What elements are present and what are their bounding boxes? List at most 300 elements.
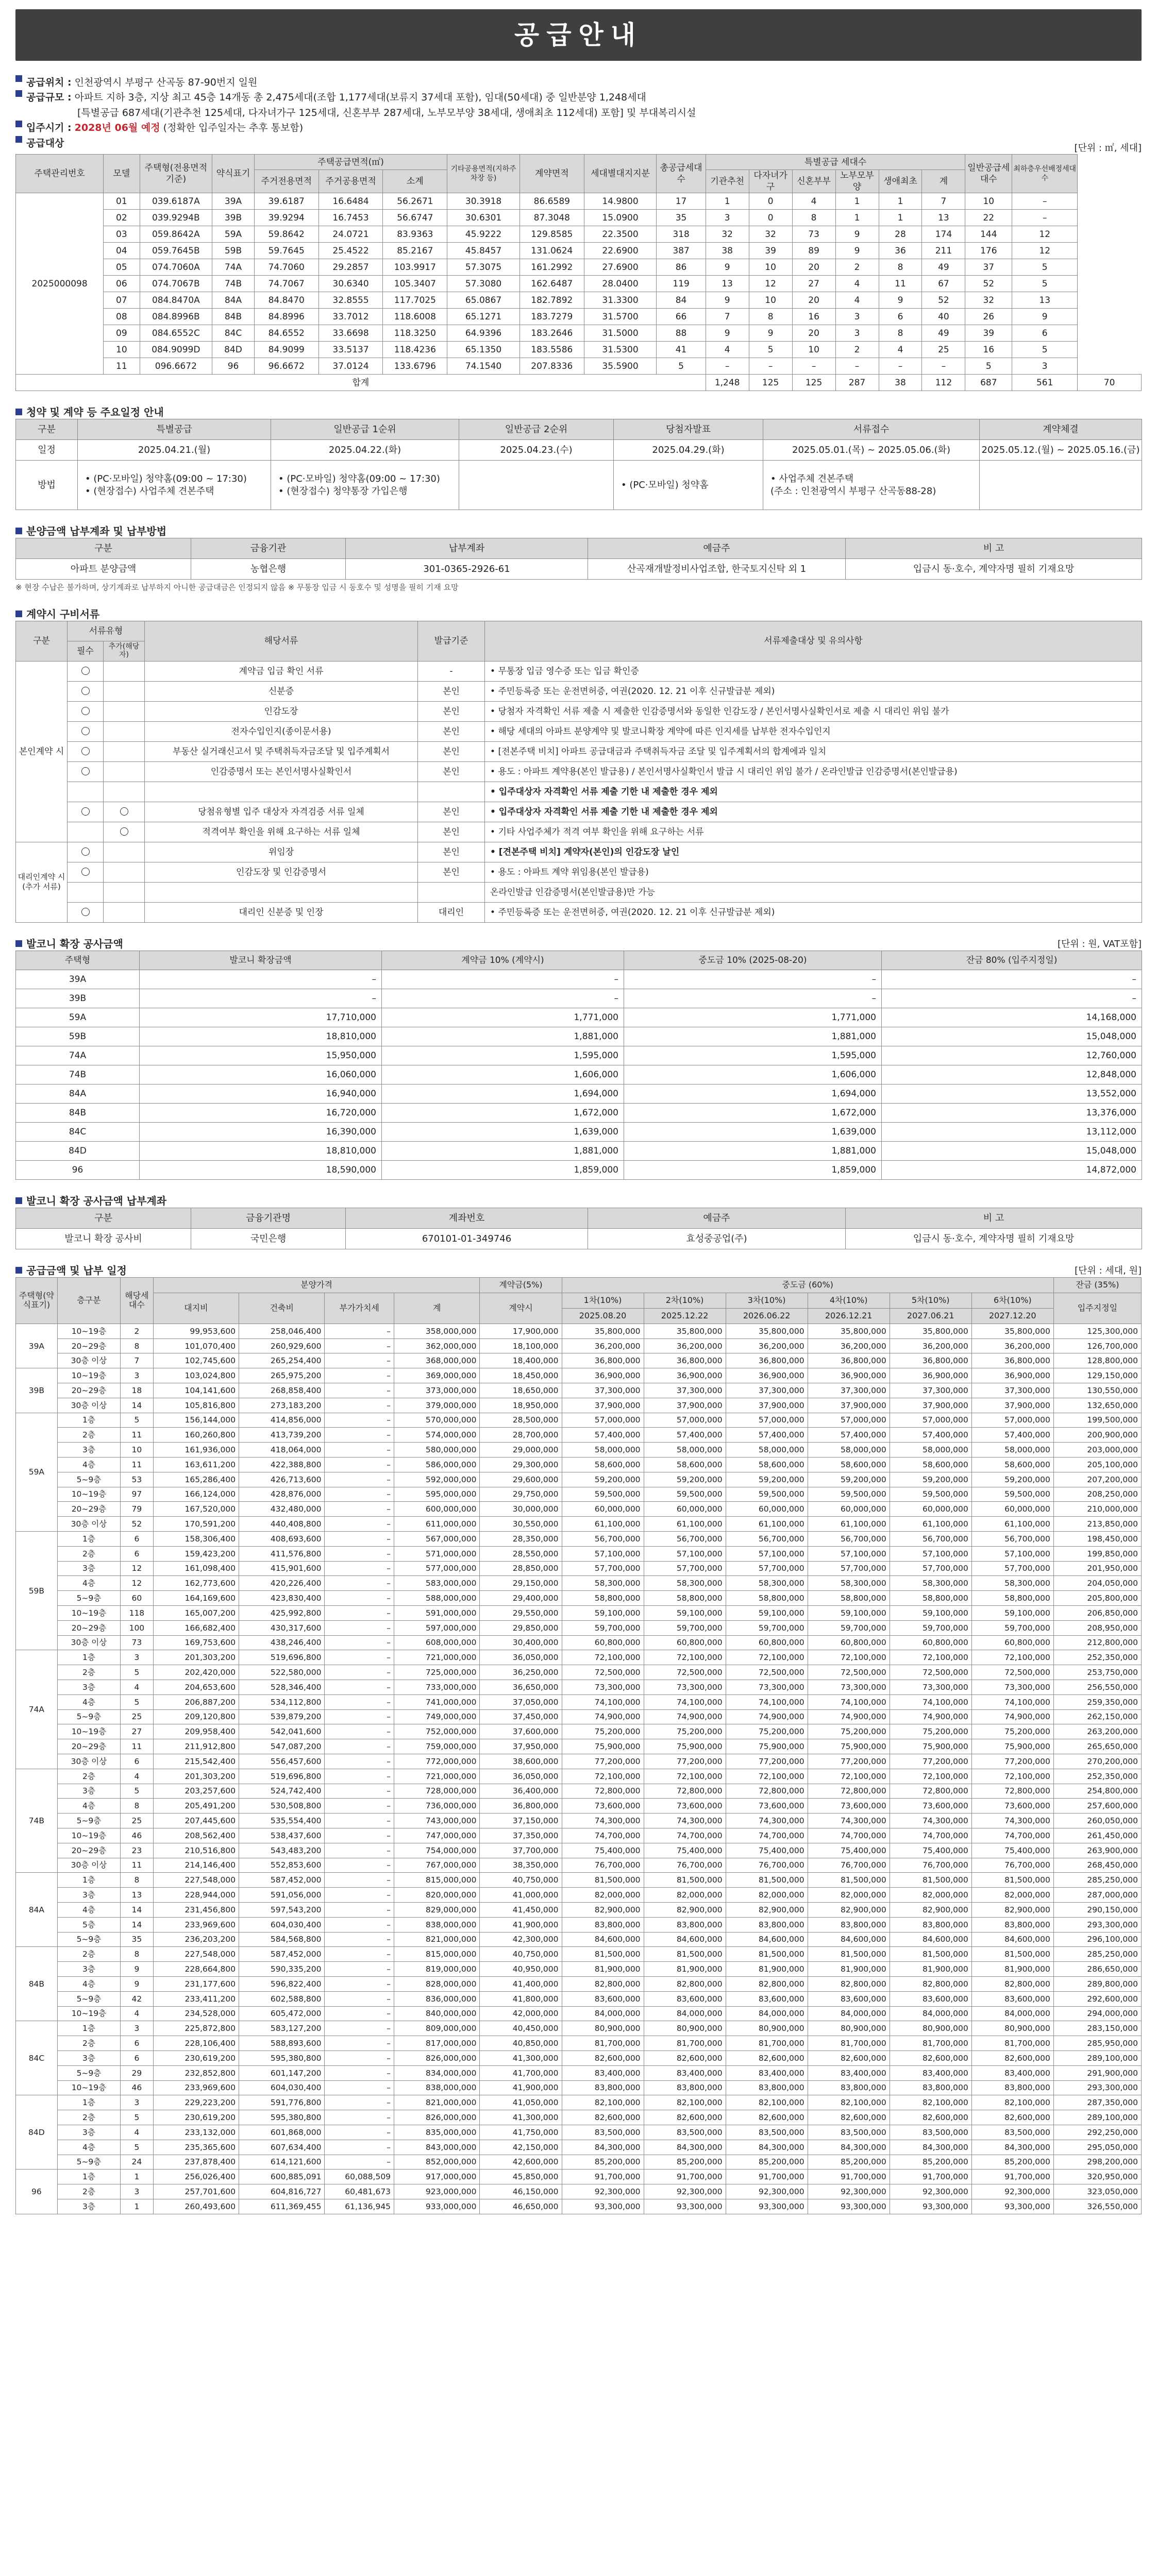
price-cell: 420,226,400	[239, 1576, 325, 1591]
supply-row	[16, 309, 1142, 325]
price-cell: 93,300,000	[562, 2199, 644, 2214]
price-cell: –	[325, 2021, 394, 2036]
price-cell: 165,007,200	[153, 1606, 239, 1621]
price-cell: 772,000,000	[394, 1754, 480, 1769]
price-cell: 821,000,000	[394, 1932, 480, 1947]
price-cell: 287,350,000	[1053, 2095, 1141, 2110]
supply-cell: 11	[104, 358, 140, 375]
price-cell: 2층	[57, 1947, 120, 1962]
price-cell: –	[325, 1709, 394, 1724]
supply-cell: 7	[706, 309, 749, 325]
price-cell: 83,500,000	[644, 2125, 726, 2140]
supply-cell: 57.3080	[447, 276, 520, 292]
price-row	[16, 1976, 1142, 1991]
extra-cell	[104, 661, 145, 681]
price-cell: 81,700,000	[971, 2036, 1053, 2051]
price-cell: 10~19층	[57, 1324, 120, 1338]
circle-mark-icon	[81, 908, 90, 916]
supply-cell: 09	[104, 325, 140, 342]
price-cell: 76,700,000	[726, 1858, 808, 1873]
supply-cell: 15.0900	[584, 210, 657, 226]
supply-cell: 16.7453	[318, 210, 383, 226]
balcony-unit: [단위 : 원, VAT포함]	[1057, 939, 1142, 950]
price-cell: 425,992,800	[239, 1606, 325, 1621]
supply-cell: 16.6484	[318, 193, 383, 210]
circle-mark-icon	[81, 667, 90, 675]
price-h-mid-stage: 1차(10%)	[562, 1293, 644, 1308]
price-cell: 30층 이상	[57, 1754, 120, 1769]
square-bullet-icon	[15, 528, 22, 534]
price-cell: 58,000,000	[971, 1443, 1053, 1458]
price-cell: 60,800,000	[971, 1635, 1053, 1650]
price-cell: 59,500,000	[644, 1487, 726, 1502]
supply-cell: 118.4236	[383, 342, 447, 358]
price-cell: 72,100,000	[808, 1769, 890, 1784]
supply-cell: 183.2646	[519, 325, 584, 342]
sch-method-label: 방법	[16, 461, 78, 510]
price-row	[16, 1561, 1142, 1576]
price-row	[16, 1398, 1142, 1413]
price-cell: 58,300,000	[562, 1576, 644, 1591]
price-cell: 369,000,000	[394, 1368, 480, 1383]
must-cell	[68, 741, 104, 761]
price-cell: 747,000,000	[394, 1828, 480, 1843]
price-cell: 5	[121, 1694, 154, 1709]
price-cell: 258,046,400	[239, 1324, 325, 1338]
doc-note: • 용도 : 아파트 계약 위임용(본인 발급용)	[485, 862, 1142, 882]
balcony-cell: –	[624, 989, 882, 1008]
price-h-price: 분양가격	[153, 1277, 480, 1293]
sch-method-contract	[980, 461, 1142, 510]
price-h-land: 대지비	[153, 1293, 239, 1324]
price-cell: 30,000,000	[480, 1502, 562, 1517]
price-cell: 83,600,000	[726, 1991, 808, 2006]
must-cell	[68, 862, 104, 882]
supply-cell: 39A	[212, 193, 255, 210]
price-cell: 595,380,800	[239, 2110, 325, 2125]
price-cell: –	[325, 1413, 394, 1428]
price-cell: 58,800,000	[890, 1591, 971, 1606]
supply-cell: 16	[792, 309, 835, 325]
price-cell: 41,400,000	[480, 1976, 562, 1991]
price-cell: 83,400,000	[890, 2065, 971, 2080]
col-inst: 기관추천	[706, 170, 749, 193]
price-cell: 5~9층	[57, 1932, 120, 1947]
col-area: 주택공급면적(㎡)	[254, 155, 447, 170]
price-cell: 287,000,000	[1053, 1888, 1141, 1903]
price-cell: 83,400,000	[644, 2065, 726, 2080]
balcony-cell: 17,710,000	[140, 1008, 382, 1027]
supply-cell: 88	[657, 325, 706, 342]
price-cell: 58,600,000	[971, 1458, 1053, 1472]
price-row	[16, 1947, 1142, 1962]
price-cell: 1층	[57, 1532, 120, 1547]
price-cell: 596,822,400	[239, 1976, 325, 1991]
price-row	[16, 2140, 1142, 2155]
price-row	[16, 1458, 1142, 1472]
price-cell: 57,400,000	[808, 1428, 890, 1443]
price-row	[16, 1814, 1142, 1828]
supply-cell: 28	[879, 226, 922, 243]
supply-cell: 074.7060A	[140, 259, 212, 276]
price-cell: 158,306,400	[153, 1532, 239, 1547]
price-cell: 205,800,000	[1053, 1591, 1141, 1606]
price-cell: 80,900,000	[971, 2021, 1053, 2036]
price-cell: 82,600,000	[562, 2110, 644, 2125]
price-cell: 60,000,000	[562, 1502, 644, 1517]
price-cell: 524,742,400	[239, 1784, 325, 1799]
price-cell: 74,900,000	[726, 1709, 808, 1724]
price-cell: 14	[121, 1902, 154, 1917]
supply-cell: 45.8457	[447, 243, 520, 259]
docs-h-must: 필수	[68, 641, 104, 661]
col-newly: 신혼부부	[792, 170, 835, 193]
acc-h4: 비 고	[846, 538, 1142, 559]
balcony-cell: 16,060,000	[140, 1065, 382, 1084]
price-cell: 567,000,000	[394, 1532, 480, 1547]
balcony-cell: 16,940,000	[140, 1084, 382, 1103]
balcony-cell: 59B	[16, 1027, 140, 1046]
balcony-cell: –	[140, 989, 382, 1008]
price-cell: 36,800,000	[562, 1353, 644, 1368]
price-cell: 3	[121, 2184, 154, 2199]
extra-cell	[104, 741, 145, 761]
price-cell: 82,800,000	[644, 1976, 726, 1991]
price-cell: 76,700,000	[971, 1858, 1053, 1873]
price-cell: 72,100,000	[726, 1650, 808, 1665]
price-cell: 58,800,000	[726, 1591, 808, 1606]
price-cell: 30층 이상	[57, 1858, 120, 1873]
price-cell: 228,664,800	[153, 1962, 239, 1977]
price-cell: 84,600,000	[971, 1932, 1053, 1947]
price-cell: 4	[121, 1680, 154, 1695]
bacc-number: 670101-01-349746	[346, 1228, 588, 1249]
supply-cell: 183.7279	[519, 309, 584, 325]
price-cell: 42	[121, 1991, 154, 2006]
price-cell: 59,100,000	[644, 1606, 726, 1621]
price-cell: 4층	[57, 1902, 120, 1917]
price-cell: 74,900,000	[562, 1709, 644, 1724]
price-cell: 556,457,600	[239, 1754, 325, 1769]
price-cell: 41,300,000	[480, 2050, 562, 2065]
price-cell: 198,450,000	[1053, 1532, 1141, 1547]
price-row	[16, 1724, 1142, 1739]
supply-cell: 59.7645	[254, 243, 318, 259]
supply-cell: 84D	[212, 342, 255, 358]
price-cell: 254,800,000	[1053, 1784, 1141, 1799]
price-cell: 129,150,000	[1053, 1368, 1141, 1383]
price-cell: 423,830,400	[239, 1591, 325, 1606]
price-h-build: 건축비	[239, 1293, 325, 1324]
supply-cell: 22.6900	[584, 243, 657, 259]
price-cell: 231,456,800	[153, 1902, 239, 1917]
price-cell: –	[325, 1843, 394, 1858]
supply-cell: 30.6340	[318, 276, 383, 292]
doc-note: • 용도 : 아파트 계약용(본인 발급용) / 본인서명사실확인서 발급 시 대리인 위임 불가 / 온라인발급 인감증명서(본인발급용)	[485, 761, 1142, 782]
price-cell: 74,700,000	[890, 1828, 971, 1843]
supply-cell: 85.2167	[383, 243, 447, 259]
price-cell: 18,100,000	[480, 1338, 562, 1353]
price-cell: 60,800,000	[808, 1635, 890, 1650]
supply-cell: 05	[104, 259, 140, 276]
price-cell: 80,900,000	[808, 2021, 890, 2036]
price-cell: 8	[121, 1799, 154, 1814]
price-cell: 577,000,000	[394, 1561, 480, 1576]
price-cell: –	[325, 2065, 394, 2080]
price-cell: 230,619,200	[153, 2050, 239, 2065]
price-cell: 40,450,000	[480, 2021, 562, 2036]
docs-h-div: 구분	[16, 621, 68, 661]
price-cell: –	[325, 1917, 394, 1932]
price-cell: –	[325, 1472, 394, 1487]
price-cell: 74,300,000	[971, 1814, 1053, 1828]
price-cell: 81,700,000	[808, 2036, 890, 2051]
price-cell: 36,800,000	[644, 1353, 726, 1368]
price-row	[16, 1353, 1142, 1368]
square-bullet-icon	[15, 1197, 22, 1204]
price-cell: 285,250,000	[1053, 1873, 1141, 1888]
price-cell: 10	[121, 1443, 154, 1458]
supply-cell: 4	[835, 292, 879, 309]
supply-cell: 84A	[212, 292, 255, 309]
balcony-cell: 15,048,000	[882, 1141, 1142, 1160]
price-cell: 28,350,000	[480, 1532, 562, 1547]
price-cell: 834,000,000	[394, 2065, 480, 2080]
account-title: 분양금액 납부계좌 및 납부방법	[26, 525, 167, 538]
price-cell: 169,753,600	[153, 1635, 239, 1650]
price-cell: 230,619,200	[153, 2110, 239, 2125]
balcony-cell: 13,112,000	[882, 1122, 1142, 1141]
price-cell: –	[325, 1799, 394, 1814]
sch-method-winner: • (PC·모바일) 청약홈	[614, 461, 763, 510]
balcony-cell: 1,606,000	[382, 1065, 624, 1084]
must-cell	[68, 842, 104, 862]
price-row	[16, 2125, 1142, 2140]
supply-cell: 084.8996B	[140, 309, 212, 325]
price-cell: 57,700,000	[562, 1561, 644, 1576]
balcony-row	[16, 1046, 1142, 1065]
price-cell: 93,300,000	[726, 2199, 808, 2214]
housing-code: 2025000098	[16, 193, 104, 375]
price-cell: –	[325, 1932, 394, 1947]
price-cell: 289,100,000	[1053, 2110, 1141, 2125]
supply-cell: 84.9099	[254, 342, 318, 358]
docs-row	[16, 741, 1142, 761]
col-type: 주택형(전용면적기준)	[140, 155, 212, 193]
acc-bank: 농협은행	[191, 559, 346, 580]
balcony-row	[16, 1008, 1142, 1027]
price-cell: 59,700,000	[644, 1620, 726, 1635]
price-cell: –	[325, 2095, 394, 2110]
price-cell: 156,144,000	[153, 1413, 239, 1428]
supply-row	[16, 358, 1142, 375]
price-type: 59A	[16, 1413, 58, 1531]
balcony-cell: 1,639,000	[382, 1122, 624, 1141]
supply-cell: 084.9099D	[140, 342, 212, 358]
supply-cell: 39	[749, 243, 792, 259]
price-cell: 2층	[57, 1428, 120, 1443]
square-bullet-icon	[15, 1267, 22, 1274]
doc-issuer	[418, 782, 485, 802]
price-cell: 58,000,000	[562, 1443, 644, 1458]
price-cell: 37,300,000	[808, 1383, 890, 1398]
price-cell: 75,200,000	[644, 1724, 726, 1739]
price-cell: 1층	[57, 1413, 120, 1428]
price-cell: 170,591,200	[153, 1517, 239, 1532]
price-cell: –	[325, 1814, 394, 1828]
supply-cell: 02	[104, 210, 140, 226]
price-row	[16, 1754, 1142, 1769]
balcony-cell: –	[882, 989, 1142, 1008]
price-cell: –	[325, 1398, 394, 1413]
price-cell: 210,516,800	[153, 1843, 239, 1858]
price-cell: 80,900,000	[890, 2021, 971, 2036]
supply-cell: 5	[749, 342, 792, 358]
price-row	[16, 1769, 1142, 1784]
price-cell: 3층	[57, 2125, 120, 2140]
price-cell: 233,969,600	[153, 2080, 239, 2095]
price-cell: 10~19층	[57, 1828, 120, 1843]
price-cell: 81,500,000	[971, 1873, 1053, 1888]
price-cell: 30층 이상	[57, 1635, 120, 1650]
price-cell: 552,853,600	[239, 1858, 325, 1873]
price-cell: 81,500,000	[644, 1947, 726, 1962]
price-cell: 14	[121, 1398, 154, 1413]
bal-h3: 중도금 10% (2025-08-20)	[624, 951, 882, 970]
price-cell: 81,500,000	[562, 1947, 644, 1962]
doc-issuer	[418, 882, 485, 902]
price-cell: 81,700,000	[562, 2036, 644, 2051]
price-cell: 29,600,000	[480, 1472, 562, 1487]
price-cell: 36,050,000	[480, 1650, 562, 1665]
price-cell: 58,000,000	[890, 1443, 971, 1458]
circle-mark-icon	[81, 707, 90, 715]
supply-cell: 118.6008	[383, 309, 447, 325]
supply-cell: 35.5900	[584, 358, 657, 375]
price-cell: 37,700,000	[480, 1843, 562, 1858]
price-cell: 59,700,000	[890, 1620, 971, 1635]
doc-note: • 해당 세대의 아파트 분양계약 및 발코니확장 계약에 따른 인지세를 납부한 전자수입인지	[485, 721, 1142, 741]
supply-cell: 1	[706, 193, 749, 210]
supply-cell: 9	[749, 325, 792, 342]
supply-cell: 49	[922, 259, 965, 276]
price-cell: 12	[121, 1561, 154, 1576]
supply-cell: 73	[792, 226, 835, 243]
supply-cell: 31.5700	[584, 309, 657, 325]
price-cell: 229,223,200	[153, 2095, 239, 2110]
price-row	[16, 1784, 1142, 1799]
balcony-cell: 15,950,000	[140, 1046, 382, 1065]
price-cell: 84,000,000	[808, 2006, 890, 2021]
target-label: 공급대상	[26, 137, 64, 149]
price-row	[16, 2065, 1142, 2080]
price-cell: –	[325, 1680, 394, 1695]
price-cell: 159,423,200	[153, 1546, 239, 1561]
price-cell: 3	[121, 1368, 154, 1383]
price-cell: 24	[121, 2155, 154, 2170]
price-h-mid-date: 2025.12.22	[644, 1308, 726, 1324]
price-cell: 542,041,600	[239, 1724, 325, 1739]
price-cell: 600,000,000	[394, 1502, 480, 1517]
price-cell: –	[325, 1650, 394, 1665]
supply-cell: 096.6672	[140, 358, 212, 375]
price-cell: 36,900,000	[726, 1368, 808, 1383]
price-cell: 72,800,000	[726, 1784, 808, 1799]
supply-cell: 13	[922, 210, 965, 226]
price-h-mid-date: 2025.08.20	[562, 1308, 644, 1324]
price-cell: 58,300,000	[726, 1576, 808, 1591]
price-cell: 93,300,000	[808, 2199, 890, 2214]
price-h-dep-col: 계약시	[480, 1293, 562, 1324]
price-cell: 60,000,000	[971, 1502, 1053, 1517]
price-cell: 83,800,000	[726, 2080, 808, 2095]
price-cell: 438,246,400	[239, 1635, 325, 1650]
price-cell: 290,150,000	[1053, 1902, 1141, 1917]
price-cell: 263,200,000	[1053, 1724, 1141, 1739]
price-cell: 61,136,945	[325, 2199, 394, 2214]
supply-cell: 8	[879, 259, 922, 276]
price-cell: 5층	[57, 1917, 120, 1932]
price-cell: 3층	[57, 2050, 120, 2065]
price-cell: 100	[121, 1620, 154, 1635]
price-cell: 728,000,000	[394, 1784, 480, 1799]
doc-issuer: 본인	[418, 802, 485, 822]
price-cell: 82,100,000	[808, 2095, 890, 2110]
price-cell: 82,100,000	[726, 2095, 808, 2110]
price-cell: 84,000,000	[726, 2006, 808, 2021]
supply-cell: 5	[965, 358, 1012, 375]
price-cell: 373,000,000	[394, 1383, 480, 1398]
price-cell: 75,200,000	[890, 1724, 971, 1739]
balcony-cell: 12,848,000	[882, 1065, 1142, 1084]
price-cell: 539,879,200	[239, 1709, 325, 1724]
price-cell: 36,900,000	[808, 1368, 890, 1383]
price-cell: 59,100,000	[562, 1606, 644, 1621]
price-cell: 37,300,000	[562, 1383, 644, 1398]
price-cell: 3층	[57, 1680, 120, 1695]
price-cell: 4층	[57, 1694, 120, 1709]
price-cell: 72,100,000	[562, 1769, 644, 1784]
docs-h-issuer: 발급기준	[418, 621, 485, 661]
price-cell: 76,700,000	[644, 1858, 726, 1873]
price-row	[16, 1650, 1142, 1665]
price-cell: 534,112,800	[239, 1694, 325, 1709]
price-row	[16, 1472, 1142, 1487]
price-cell: 213,850,000	[1053, 1517, 1141, 1532]
price-cell: 326,550,000	[1053, 2199, 1141, 2214]
price-row	[16, 1443, 1142, 1458]
price-cell: 741,000,000	[394, 1694, 480, 1709]
price-cell: 37,900,000	[890, 1398, 971, 1413]
supply-cell: 84C	[212, 325, 255, 342]
price-cell: 57,700,000	[890, 1561, 971, 1576]
doc-issuer: 본인	[418, 822, 485, 842]
price-cell: 58,800,000	[644, 1591, 726, 1606]
supply-cell: 6	[1012, 325, 1078, 342]
must-cell	[68, 681, 104, 701]
price-cell: 84,600,000	[562, 1932, 644, 1947]
docs-row	[16, 802, 1142, 822]
bal-h4: 잔금 80% (입주지정일)	[882, 951, 1142, 970]
price-cell: 602,588,800	[239, 1991, 325, 2006]
square-bullet-icon	[15, 75, 22, 82]
price-cell: 3	[121, 1650, 154, 1665]
price-cell: 83,800,000	[644, 2080, 726, 2095]
must-cell	[68, 822, 104, 842]
bacc-bank: 국민은행	[191, 1228, 346, 1249]
price-cell: 41,000,000	[480, 1888, 562, 1903]
price-cell: 294,000,000	[1053, 2006, 1141, 2021]
